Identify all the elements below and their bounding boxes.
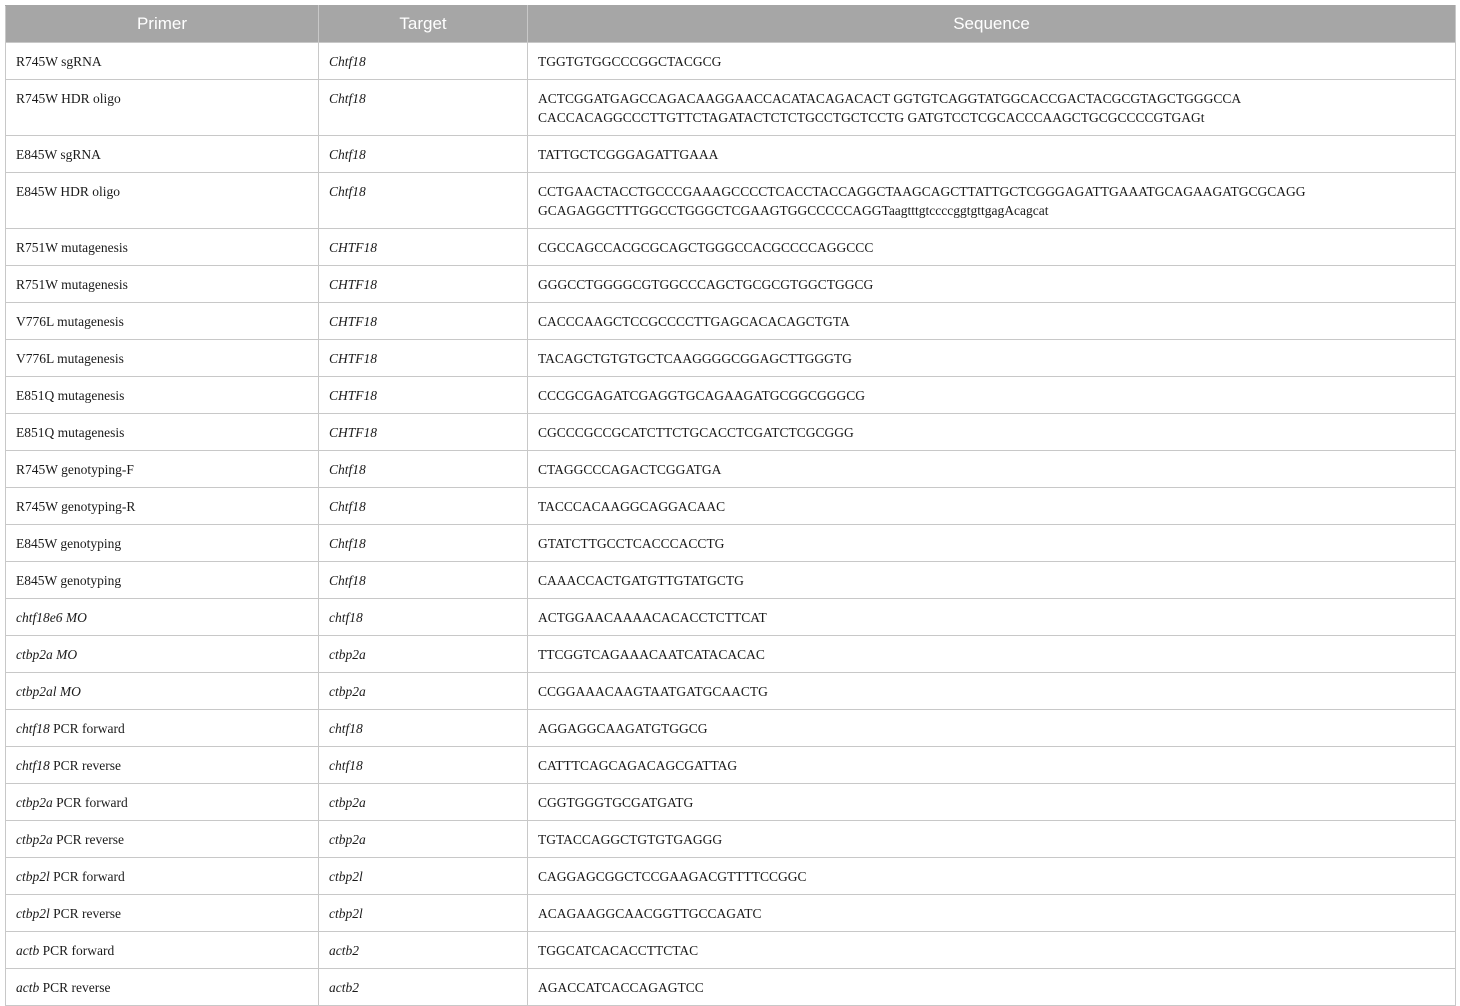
cell-sequence: TACAGCTGTGTGCTCAAGGGGCGGAGCTTGGGTG [528, 340, 1456, 377]
cell-primer [6, 229, 319, 266]
cell-sequence: CAGGAGCGGCTCCGAAGACGTTTTCCGGC [528, 858, 1456, 895]
cell-primer [6, 136, 319, 173]
table-row [6, 784, 1456, 821]
cell-primer [6, 710, 319, 747]
primer-gene-name: chtf18e6 MO [16, 610, 87, 625]
primer-gene-name: ctbp2a MO [16, 647, 78, 662]
table-row [6, 710, 1456, 747]
cell-primer [6, 599, 319, 636]
table-row [6, 80, 1456, 136]
cell-target: chtf18 [319, 710, 528, 747]
primer-gene-name: ctbp2l [16, 869, 50, 884]
cell-primer [6, 932, 319, 969]
table-row [6, 821, 1456, 858]
primer-label: PCR reverse [52, 832, 124, 847]
primer-label: V776L mutagenesis [16, 351, 124, 366]
table-row [6, 451, 1456, 488]
primer-label: R745W sgRNA [16, 54, 102, 69]
cell-target: actb2 [319, 932, 528, 969]
cell-primer [6, 173, 319, 229]
cell-primer [6, 562, 319, 599]
table-row [6, 747, 1456, 784]
primer-label: PCR reverse [49, 906, 121, 921]
table-row [6, 340, 1456, 377]
cell-primer [6, 525, 319, 562]
cell-primer [6, 784, 319, 821]
header-sequence: Sequence [528, 6, 1456, 43]
cell-sequence: CCCGCGAGATCGAGGTGCAGAAGATGCGGCGGGCG [528, 377, 1456, 414]
cell-target: CHTF18 [319, 377, 528, 414]
table-row [6, 488, 1456, 525]
primer-label: R745W genotyping-F [16, 462, 134, 477]
table-row [6, 673, 1456, 710]
primer-label: V776L mutagenesis [16, 314, 124, 329]
primer-label: E845W genotyping [16, 573, 122, 588]
primer-label: PCR forward [39, 943, 115, 958]
primer-label: R751W mutagenesis [16, 277, 128, 292]
cell-sequence: ACAGAAGGCAACGGTTGCCAGATC [528, 895, 1456, 932]
cell-target: CHTF18 [319, 266, 528, 303]
cell-sequence: CCTGAACTACCTGCCCGAAAGCCCCTCACCTACCAGGCTAAGCAGCTTATTGCTCGGGAGATTGAAATGCAGAAGATGCGCAGG GCAGAGGCTTTGGCCTGGGCTCGAAGTGGCCCCCAGGTaagtttgtccccggtgttgagAcagcat [528, 173, 1456, 229]
primer-label: PCR reverse [49, 758, 121, 773]
cell-sequence: ACTCGGATGAGCCAGACAAGGAACCACATACAGACACT GGTGTCAGGTATGGCACCGACTACGCGTAGCTGGGCCA CACCACAGGCCCTTGTTCTAGATACTCTCTGCCTGCTCCTG GATGTCCTCGCACCCAAGCTGCGCCCCGTGAGt [528, 80, 1456, 136]
cell-primer [6, 858, 319, 895]
header-primer: Primer [6, 6, 319, 43]
cell-target: CHTF18 [319, 229, 528, 266]
cell-primer [6, 414, 319, 451]
cell-sequence: CACCCAAGCTCCGCCCCTTGAGCACACAGCTGTA [528, 303, 1456, 340]
cell-sequence: GTATCTTGCCTCACCCACCTG [528, 525, 1456, 562]
table-row [6, 266, 1456, 303]
cell-target: ctbp2a [319, 636, 528, 673]
table-row [6, 377, 1456, 414]
table-row [6, 414, 1456, 451]
table-row [6, 969, 1456, 1006]
cell-primer [6, 377, 319, 414]
cell-primer [6, 673, 319, 710]
cell-primer [6, 451, 319, 488]
table-row [6, 43, 1456, 80]
primer-label: E851Q mutagenesis [16, 425, 125, 440]
table-row [6, 858, 1456, 895]
primer-gene-name: ctbp2l [16, 906, 50, 921]
cell-sequence: TGGCATCACACCTTCTAC [528, 932, 1456, 969]
table-row [6, 895, 1456, 932]
table-body [6, 43, 1456, 1006]
cell-target: chtf18 [319, 599, 528, 636]
cell-sequence: CGCCAGCCACGCGCAGCTGGGCCACGCCCCAGGCCC [528, 229, 1456, 266]
primer-label: R745W HDR oligo [16, 91, 121, 106]
cell-sequence: CGGTGGGTGCGATGATG [528, 784, 1456, 821]
primer-label: E845W genotyping [16, 536, 122, 551]
table-row [6, 525, 1456, 562]
cell-target: Chtf18 [319, 488, 528, 525]
cell-primer [6, 303, 319, 340]
cell-target: Chtf18 [319, 525, 528, 562]
cell-sequence: CCGGAAACAAGTAATGATGCAACTG [528, 673, 1456, 710]
cell-target: Chtf18 [319, 562, 528, 599]
cell-target: CHTF18 [319, 414, 528, 451]
primer-label: R745W genotyping-R [16, 499, 136, 514]
cell-target: ctbp2a [319, 784, 528, 821]
cell-primer [6, 747, 319, 784]
primer-gene-name: ctbp2a [16, 832, 53, 847]
cell-sequence: ACTGGAACAAAACACACCTCTTCAT [528, 599, 1456, 636]
cell-target: ctbp2a [319, 821, 528, 858]
table-header [6, 6, 1456, 43]
table-row [6, 562, 1456, 599]
cell-sequence: CAAACCACTGATGTTGTATGCTG [528, 562, 1456, 599]
cell-sequence: GGGCCTGGGGCGTGGCCCAGCTGCGCGTGGCTGGCG [528, 266, 1456, 303]
cell-primer [6, 895, 319, 932]
cell-sequence: CATTTCAGCAGACAGCGATTAG [528, 747, 1456, 784]
table-row [6, 599, 1456, 636]
cell-primer [6, 80, 319, 136]
primer-table [5, 5, 1456, 1006]
cell-target: chtf18 [319, 747, 528, 784]
cell-primer [6, 636, 319, 673]
primer-label: PCR forward [52, 795, 128, 810]
cell-target: CHTF18 [319, 303, 528, 340]
cell-primer [6, 340, 319, 377]
header-row [6, 6, 1456, 43]
cell-target: Chtf18 [319, 451, 528, 488]
primer-label: PCR forward [49, 869, 125, 884]
table-row [6, 636, 1456, 673]
cell-target: ctbp2l [319, 858, 528, 895]
cell-sequence: TACCCACAAGGCAGGACAAC [528, 488, 1456, 525]
cell-sequence: TTCGGTCAGAAACAATCATACACAC [528, 636, 1456, 673]
table-row [6, 303, 1456, 340]
primer-gene-name: actb [16, 980, 40, 995]
cell-target: Chtf18 [319, 173, 528, 229]
header-target: Target [319, 6, 528, 43]
cell-sequence: AGGAGGCAAGATGTGGCG [528, 710, 1456, 747]
primer-label: E845W HDR oligo [16, 184, 120, 199]
table-row [6, 932, 1456, 969]
cell-primer [6, 266, 319, 303]
cell-primer [6, 43, 319, 80]
cell-target: Chtf18 [319, 136, 528, 173]
cell-sequence: TATTGCTCGGGAGATTGAAA [528, 136, 1456, 173]
cell-sequence: TGTACCAGGCTGTGTGAGGG [528, 821, 1456, 858]
table-row [6, 229, 1456, 266]
primer-gene-name: ctbp2al MO [16, 684, 81, 699]
cell-sequence: TGGTGTGGCCCGGCTACGCG [528, 43, 1456, 80]
primer-table-container [5, 5, 1455, 1006]
cell-target: CHTF18 [319, 340, 528, 377]
cell-target: actb2 [319, 969, 528, 1006]
cell-target: Chtf18 [319, 80, 528, 136]
primer-label: E845W sgRNA [16, 147, 101, 162]
cell-sequence: AGACCATCACCAGAGTCC [528, 969, 1456, 1006]
primer-gene-name: actb [16, 943, 40, 958]
cell-target: Chtf18 [319, 43, 528, 80]
cell-primer [6, 969, 319, 1006]
primer-gene-name: chtf18 [16, 721, 50, 736]
primer-label: PCR reverse [39, 980, 111, 995]
cell-sequence: CGCCCGCCGCATCTTCTGCACCTCGATCTCGCGGG [528, 414, 1456, 451]
primer-gene-name: chtf18 [16, 758, 50, 773]
primer-label: PCR forward [49, 721, 125, 736]
cell-primer [6, 821, 319, 858]
cell-sequence: CTAGGCCCAGACTCGGATGA [528, 451, 1456, 488]
cell-target: ctbp2l [319, 895, 528, 932]
table-row [6, 136, 1456, 173]
primer-label: R751W mutagenesis [16, 240, 128, 255]
primer-label: E851Q mutagenesis [16, 388, 125, 403]
cell-primer [6, 488, 319, 525]
table-row [6, 173, 1456, 229]
cell-target: ctbp2a [319, 673, 528, 710]
primer-gene-name: ctbp2a [16, 795, 53, 810]
